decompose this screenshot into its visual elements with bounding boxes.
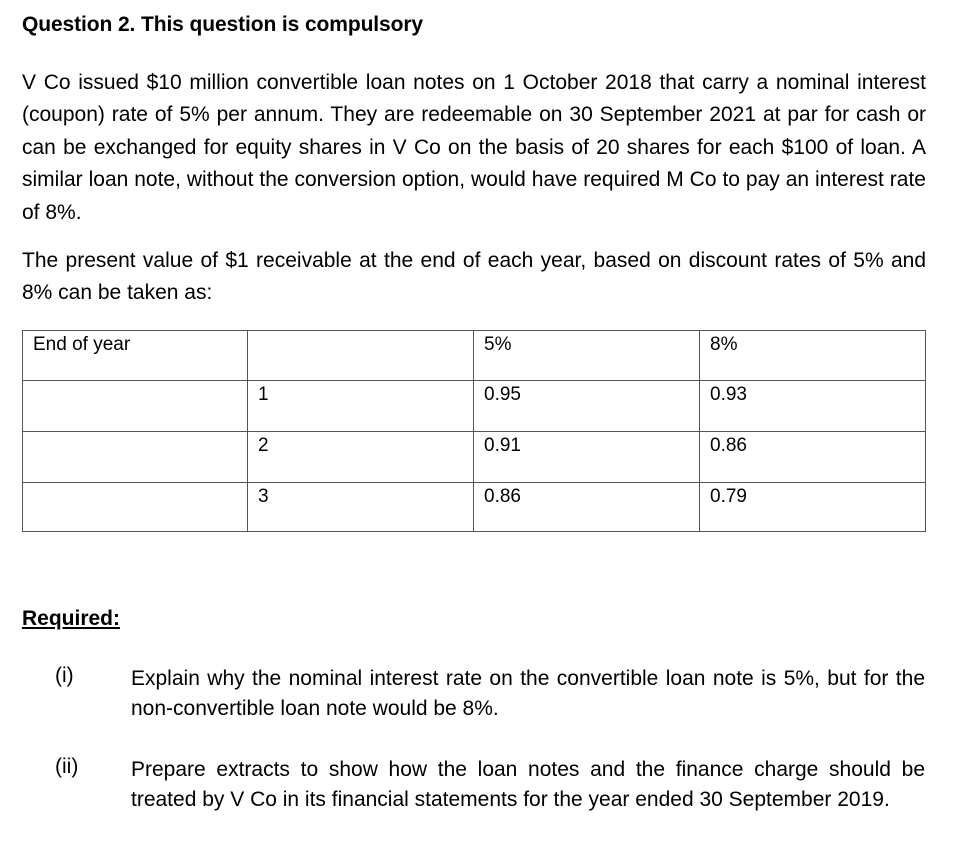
table-header-cell: End of year <box>23 331 248 381</box>
table-header-row <box>23 331 926 381</box>
table-cell-5pct: 0.86 <box>474 483 700 532</box>
table-cell-8pct: 0.79 <box>700 483 926 532</box>
present-value-intro: The present value of $1 receivable at the end of each year, based on discount rates of 5% and 8% can be taken as: <box>22 249 926 305</box>
table-header-cell <box>248 331 474 381</box>
table-cell <box>23 483 248 532</box>
table-row <box>23 432 926 483</box>
present-value-table <box>22 330 926 532</box>
table-row <box>23 381 926 432</box>
table-cell-year: 1 <box>248 381 474 432</box>
table-row <box>23 483 926 532</box>
item-number: (i) <box>55 664 74 687</box>
item-text: Explain why the nominal interest rate on the convertible loan note is 5%, but for the non-convertible loan note would be 8%. <box>131 667 925 720</box>
scenario-paragraph: V Co issued $10 million convertible loan notes on 1 October 2018 that carry a nominal interest (coupon) rate of 5% per annum. They are redeemable on 30 September 2021 at par for cash or can be exchanged for equity shares in V Co on the basis of 20 shares for each $100 of loan. A similar loan note, without the conversion option, would have required M Co to pay an interest rate of 8%. <box>22 71 926 224</box>
table-cell-8pct: 0.93 <box>700 381 926 432</box>
table-cell-5pct: 0.91 <box>474 432 700 483</box>
table-cell <box>23 381 248 432</box>
table-cell-year: 2 <box>248 432 474 483</box>
required-label: Required: <box>22 607 121 630</box>
table-cell <box>23 432 248 483</box>
item-number: (ii) <box>55 755 79 778</box>
item-text: Prepare extracts to show how the loan notes and the finance charge should be treated by V Co in its financial statements for the year ended 30 September 2019. <box>131 758 925 811</box>
question-heading: Question 2. This question is compulsory <box>22 13 423 36</box>
table-header-cell: 5% <box>474 331 700 381</box>
table-cell-year: 3 <box>248 483 474 532</box>
table-cell-8pct: 0.86 <box>700 432 926 483</box>
table-header-cell: 8% <box>700 331 926 381</box>
table-cell-5pct: 0.95 <box>474 381 700 432</box>
